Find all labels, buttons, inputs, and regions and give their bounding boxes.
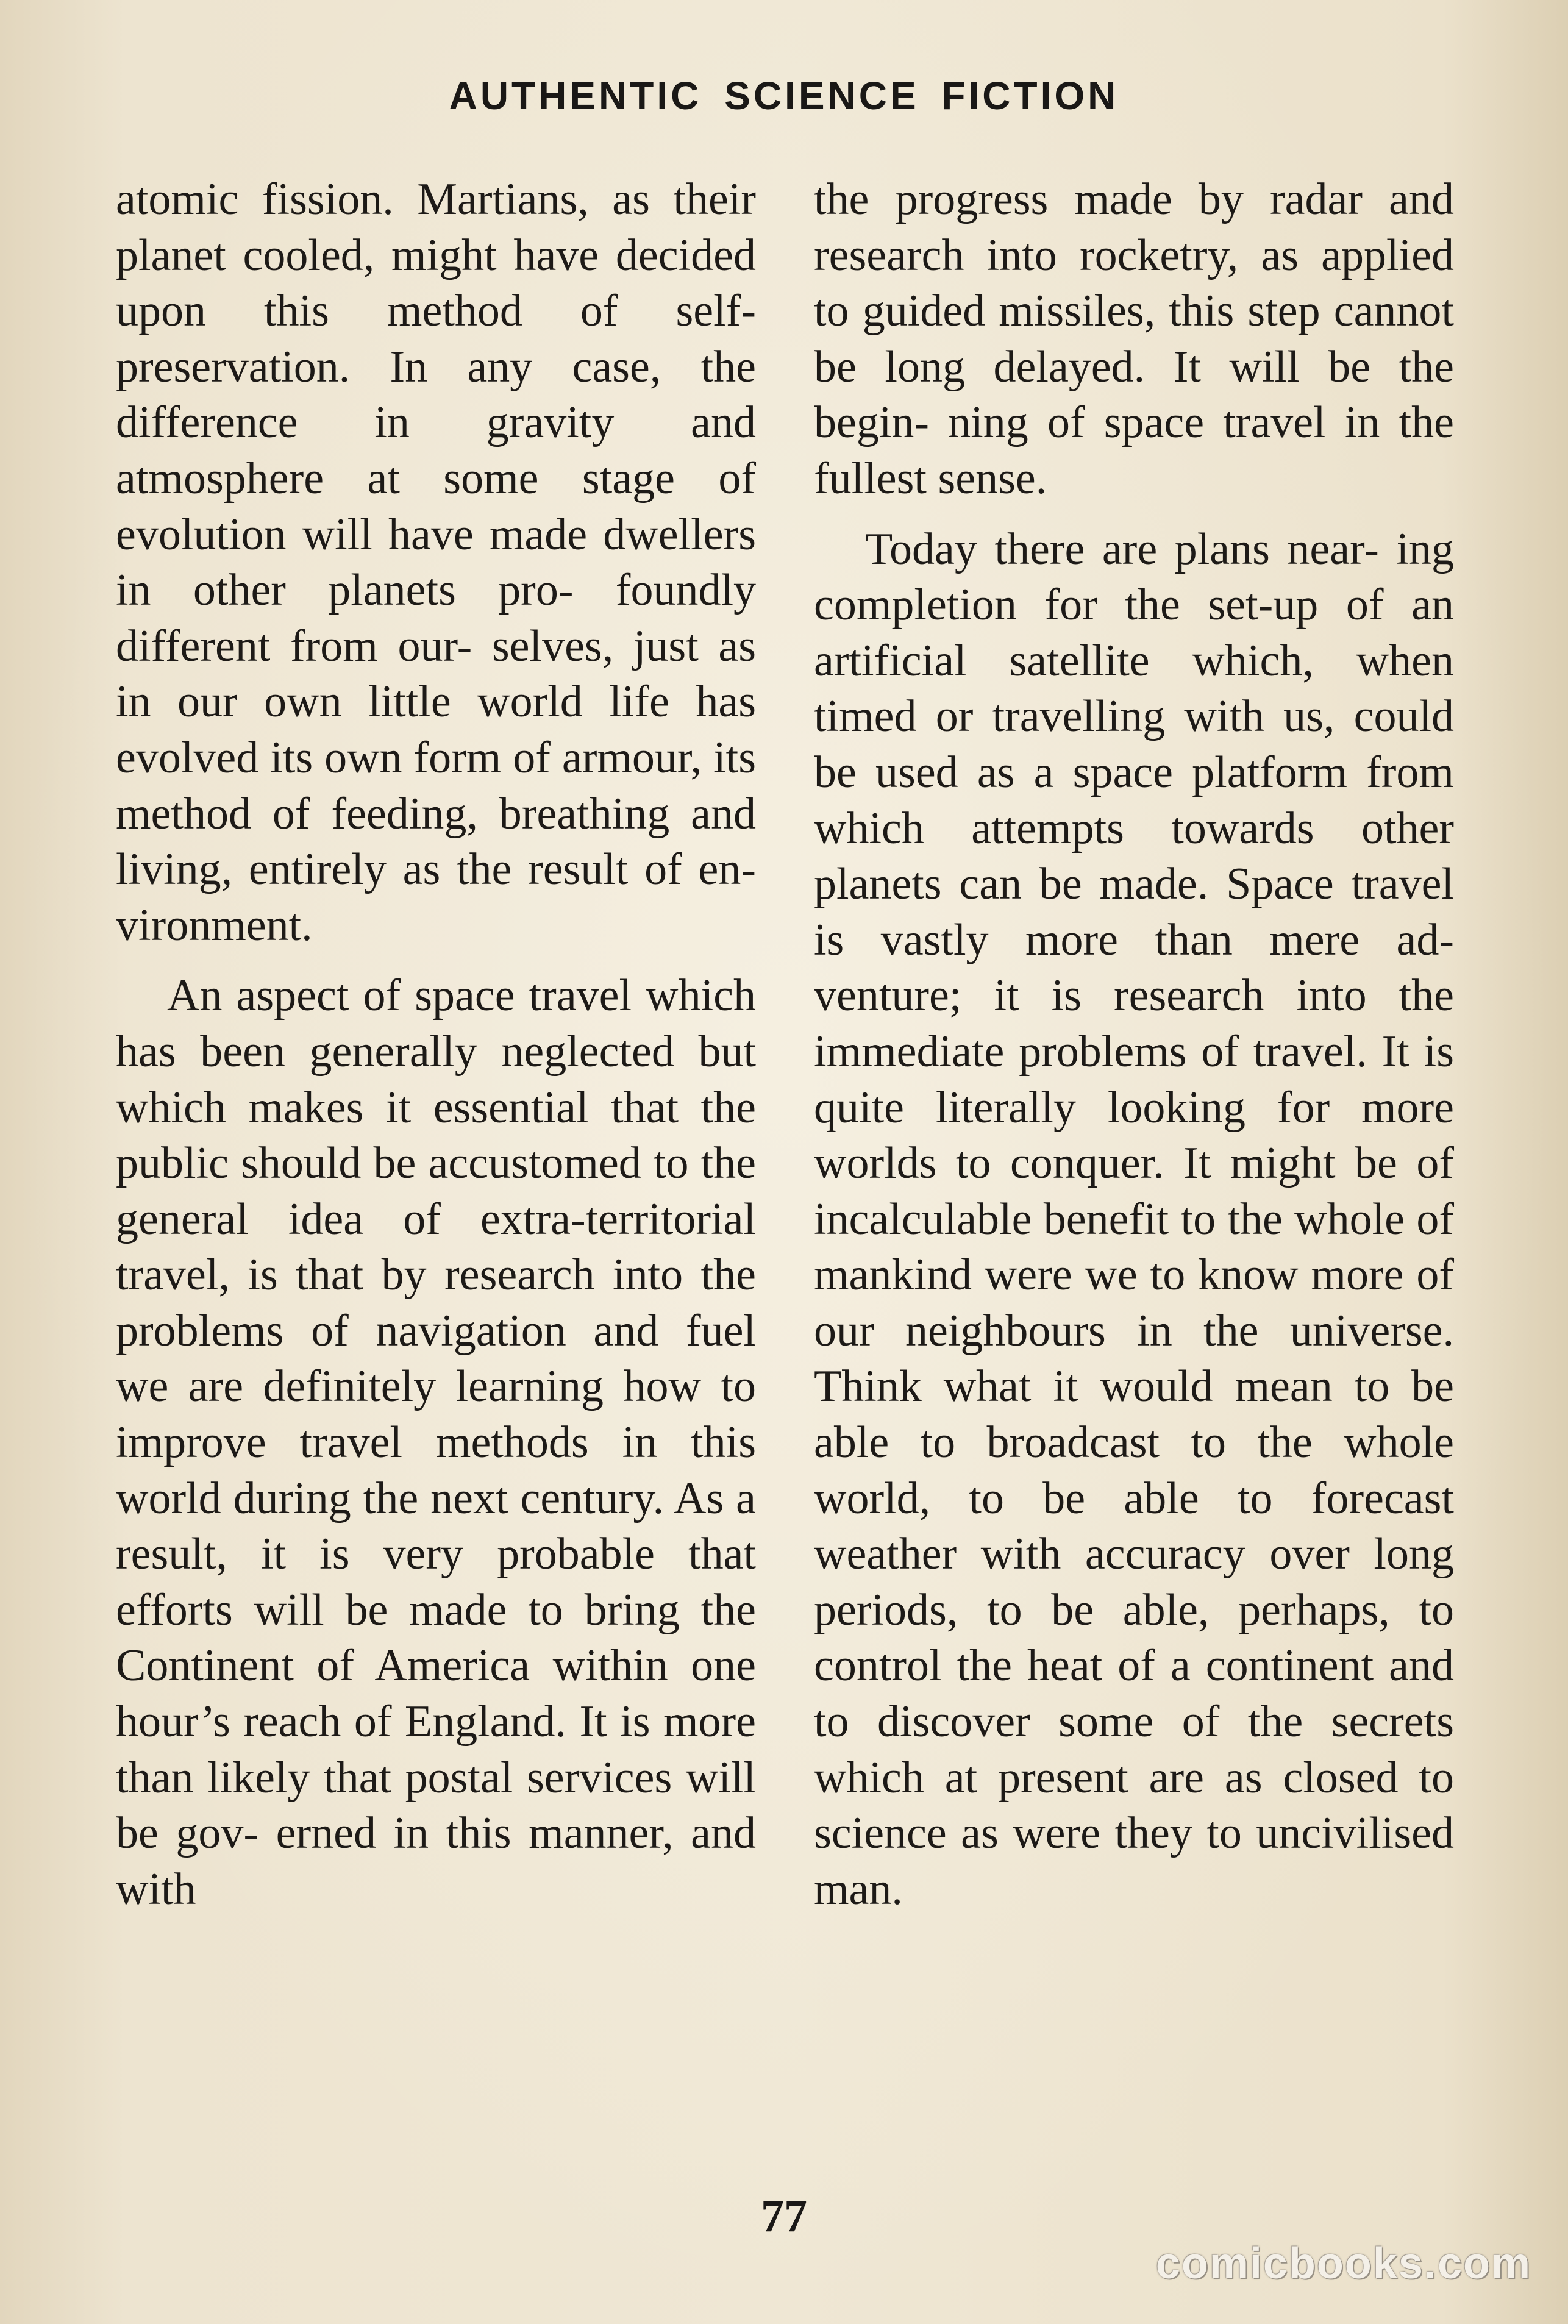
left-column [116, 172, 756, 1917]
right-paragraph-2: Today there are plans near- ing completion for the set-up of an artificial satellite which, when timed or travelling with us, could be used as a space platform from which attempts towards other planets can be made. Space travel is vastly more than mere ad- venture; it is research into the immediate problems of travel. It is quite literally looking for more worlds to conquer. It might be of incalculable benefit to the whole of mankind were we to know more of our neighbours in the universe. Think what it would mean to be able to broadcast to the whole world, to be able to forecast weather with accuracy over long periods, to be able, perhaps, to control the heat of a continent and to discover some of the secrets which at present are as closed to science as were they to uncivilised man. [814, 524, 1454, 1914]
site-watermark: comicbooks.com [1155, 2239, 1531, 2288]
right-column [814, 172, 1454, 1917]
left-paragraph-2: An aspect of space travel which has been generally neglected but which makes it essential that the public should be accustomed to the general idea of extra-territorial travel, is that by research into the problems of navigation and fuel we are definitely learning how to improve travel methods in this world during the next century. As a result, it is very probable that efforts will be made to bring the Continent of America within one hour’s reach of England. It is more than likely that postal services will be gov- erned in this manner, and with [116, 971, 756, 1914]
running-header: AUTHENTIC SCIENCE FICTION [449, 74, 1119, 118]
page-number: 77 [761, 2190, 807, 2242]
right-paragraph-1: the progress made by radar and research into rocketry, as applied to guided missiles, this step cannot be long delayed. It will be the begin- ning of space travel in the fullest sense. [814, 174, 1454, 504]
left-paragraph-1: atomic fission. Martians, as their planet cooled, might have decided upon this method of self-preservation. In any case, the difference in gravity and atmosphere at some stage of evolution will have made dwellers in other planets pro- foundly different from our- selves, just as in our own little world life has evolved its own form of armour, its method of feeding, breathing and living, entirely as the result of en- vironment. [116, 174, 756, 950]
